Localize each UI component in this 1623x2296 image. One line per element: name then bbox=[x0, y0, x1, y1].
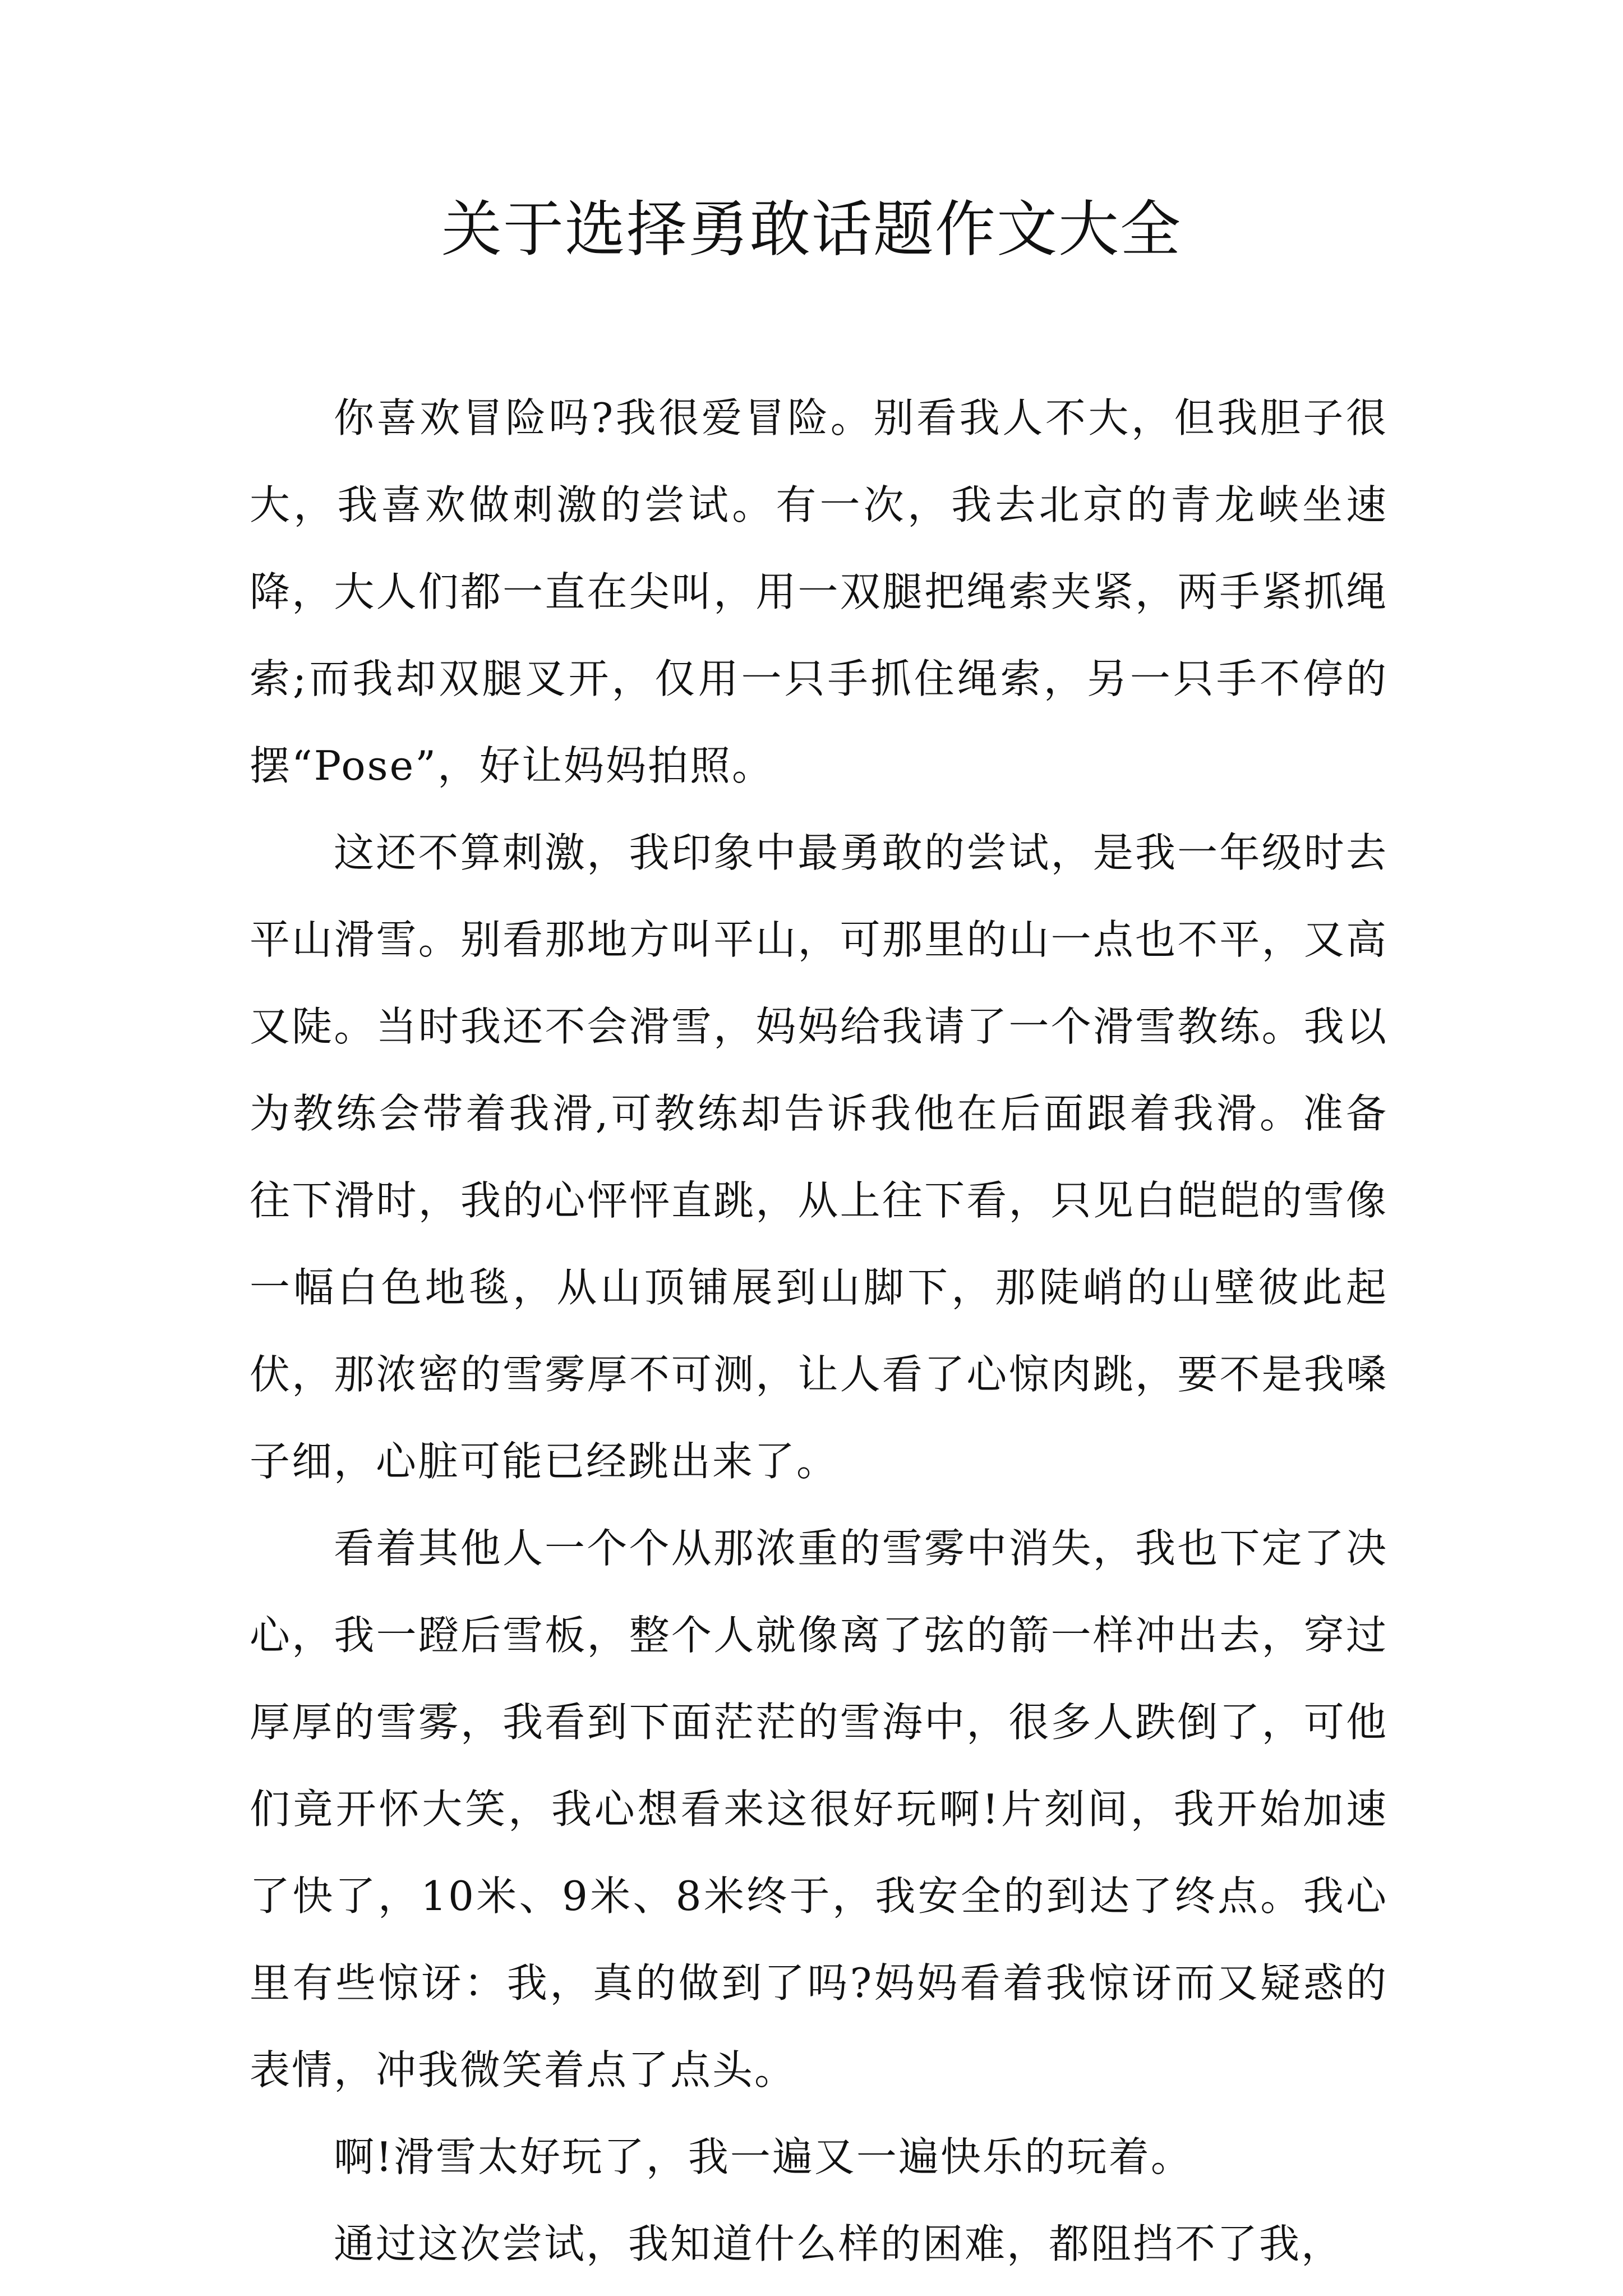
document-body bbox=[250, 375, 1388, 2288]
paragraph: 啊!滑雪太好玩了，我一遍又一遍快乐的玩着。 bbox=[334, 2133, 1193, 2180]
paragraph: 看着其他人一个个从那浓重的雪雾中消失，我也下定了决心，我一蹬后雪板，整个人就像离了弦的箭一样冲出去，穿过厚厚的雪雾，我看到下面茫茫的雪海中，很多人跌倒了，可他们竟开怀大笑，我心想看来这很好玩啊!片刻间，我开始加速了快了，10米、9米、8米终于，我安全的到达了终点。我心里有些惊讶：我，真的做到了吗?妈妈看着我惊讶而又疑惑的表情，冲我微笑着点了点头。 bbox=[250, 1525, 1388, 2093]
document-title: 关于选择勇敢话题作文大全 bbox=[441, 195, 1182, 265]
paragraph: 这还不算刺激，我印象中最勇敢的尝试，是我一年级时去平山滑雪。别看那地方叫平山，可那里的山一点也不平，又高又陡。当时我还不会滑雪，妈妈给我请了一个滑雪教练。我以为教练会带着我滑,可教练却告诉我他在后面跟着我滑。准备往下滑时，我的心怦怦直跳，从上往下看，只见白皑皑的雪像一幅白色地毯，从山顶铺展到山脚下，那陡峭的山壁彼此起伏，那浓密的雪雾厚不可测，让人看了心惊肉跳，要不是我嗓子细，心脏可能已经跳出来了。 bbox=[250, 829, 1388, 1485]
paragraph: 通过这次尝试，我知道什么样的困难，都阻挡不了我， bbox=[334, 2220, 1344, 2267]
paragraph: 你喜欢冒险吗?我很爱冒险。别看我人不大，但我胆子很大，我喜欢做刺激的尝试。有一次，我去北京的青龙峡坐速降，大人们都一直在尖叫，用一双腿把绳索夹紧，两手紧抓绳索;而我却双腿叉开，仅用一只手抓住绳索，另一只手不停的摆“Pose”，好让妈妈拍照。 bbox=[250, 394, 1388, 789]
